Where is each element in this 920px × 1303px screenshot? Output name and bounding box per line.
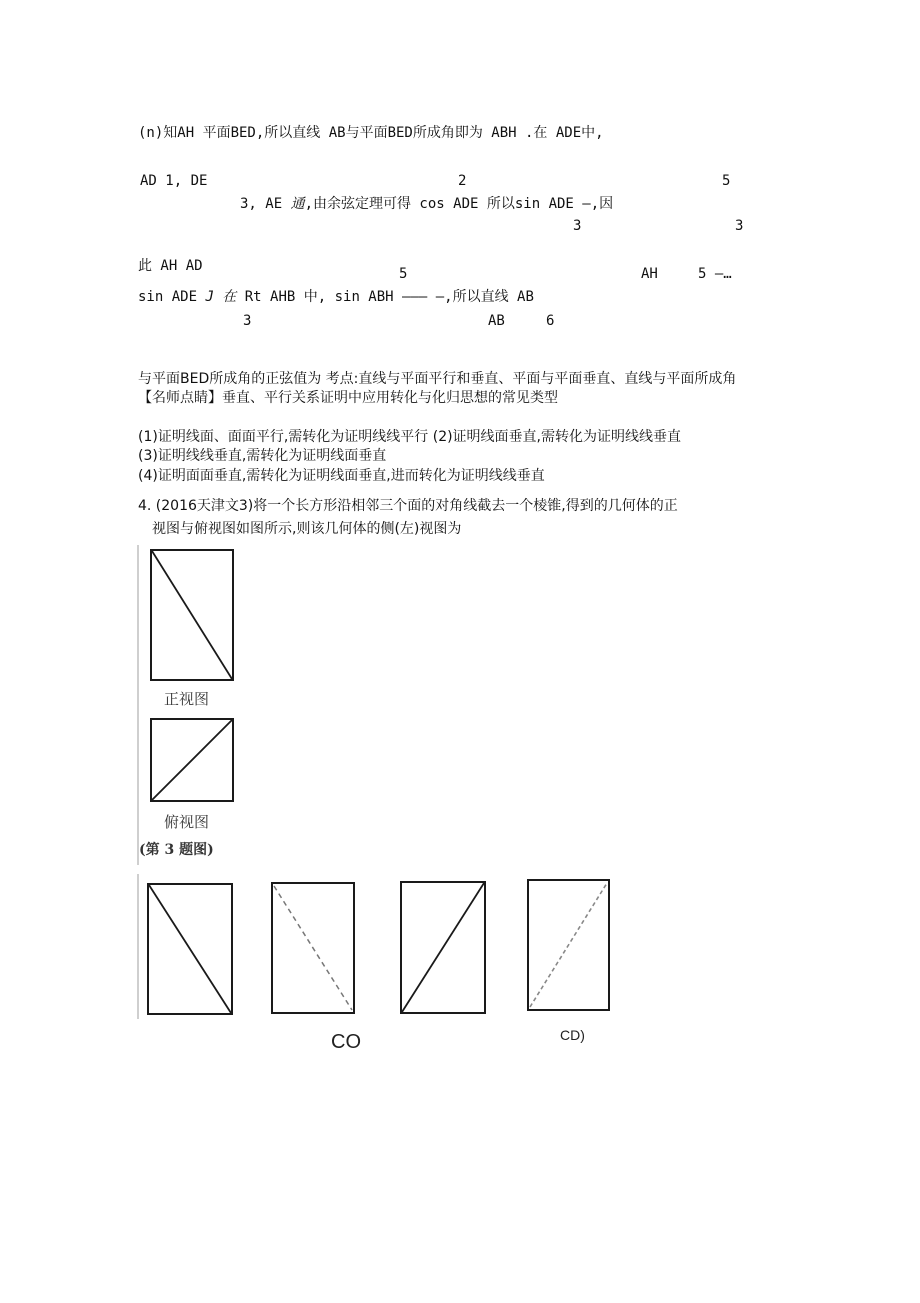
choice-d-diagram xyxy=(525,877,613,1013)
sin-ade-text: sin ADE xyxy=(138,289,206,305)
denominator-3b: 3 xyxy=(735,218,744,234)
ae-value: 通 xyxy=(290,196,305,212)
front-view-caption: 正视图 xyxy=(164,690,210,708)
ab-text: AB xyxy=(488,313,505,329)
solution-line-6 xyxy=(138,288,534,306)
choice-d-label: CD) xyxy=(560,1027,585,1043)
ah-text: AH xyxy=(641,266,658,282)
rt-ahb-text: Rt AHB 中, sin ABH ——— —,所以直线 AB xyxy=(236,289,534,305)
list-item-4: (4)证明面面垂直,需转化为证明线面垂直,进而转化为证明线线垂直 xyxy=(138,468,545,484)
denominator-3a: 3 xyxy=(573,218,582,234)
denominator-6: 6 xyxy=(546,313,555,329)
problem-line-1: 4. (2016天津文3)将一个长方形沿相邻三个面的对角线截去一个棱锥,得到的几何体的正 xyxy=(138,498,678,514)
list-item-3: (3)证明线线垂直,需转化为证明线面垂直 xyxy=(138,448,387,464)
choice-c-diagram xyxy=(398,879,490,1017)
solution-line-3 xyxy=(240,195,613,213)
numerator-5: 5 xyxy=(722,173,731,189)
choice-a[interactable] xyxy=(137,874,239,1019)
choice-d[interactable] xyxy=(525,877,613,1013)
j-in-text: J 在 xyxy=(205,289,237,305)
choice-b[interactable] xyxy=(270,880,358,1016)
ad-de-text: AD 1, DE xyxy=(140,173,208,189)
ae-text: 3, AE xyxy=(240,196,291,212)
given-views-figure xyxy=(137,545,239,865)
numerator-2: 2 xyxy=(458,173,467,189)
denominator-3c: 3 xyxy=(243,313,252,329)
list-item-1: (1)证明线面、面面平行,需转化为证明线线平行 (2)证明线面垂直,需转化为证明线线垂直 xyxy=(138,429,682,445)
numerator-5b: 5 xyxy=(399,266,408,282)
analysis-line-2: 【名师点睛】垂直、平行关系证明中应用转化与化归思想的常见类型 xyxy=(138,390,558,406)
problem-line-2: 视图与俯视图如图所示,则该几何体的侧(左)视图为 xyxy=(152,521,462,537)
choice-c-label: CO xyxy=(331,1031,361,1053)
choice-c[interactable] xyxy=(398,879,490,1017)
analysis-line-1: 与平面BED所成角的正弦值为 考点:直线与平面平行和垂直、平面与平面垂直、直线与平面所成角 xyxy=(138,371,737,387)
choice-b-diagram xyxy=(270,880,358,1016)
cosine-law-text: ,由余弦定理可得 cos ADE 所以sin ADE —,因 xyxy=(304,196,614,212)
figure-caption: (第 3 题图) xyxy=(139,842,214,858)
ah-ad-text: 此 AH AD xyxy=(138,258,203,274)
fraction-5-text: 5 —… xyxy=(698,266,732,282)
solution-line-1: (n)知AH 平面BED,所以直线 AB与平面BED所成角即为 ABH .在 ADE中, xyxy=(138,125,604,141)
choice-a-diagram xyxy=(139,874,239,1019)
top-view-caption: 俯视图 xyxy=(164,813,210,831)
